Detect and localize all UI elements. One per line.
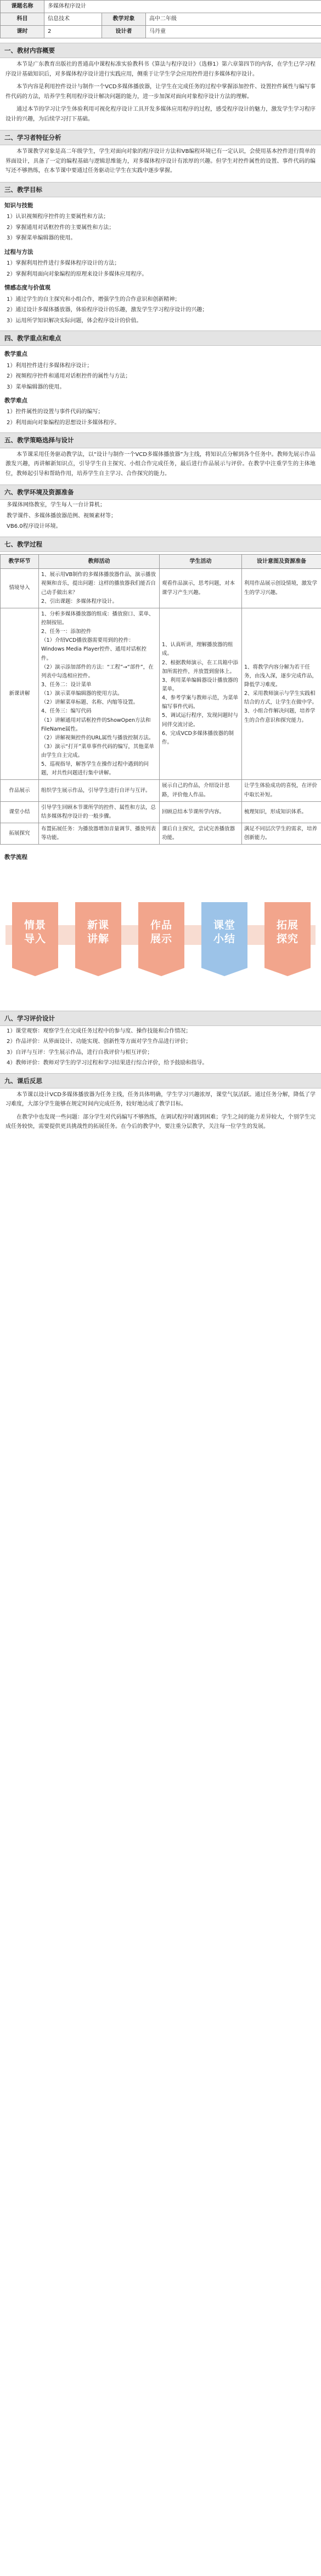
list-item: 3）掌握菜单编辑器的使用。 [7, 235, 76, 242]
process-row [1, 780, 321, 801]
list-item: 3）菜单编辑器的使用。 [7, 384, 65, 390]
process-student-line: 3、利用菜单编辑器设计播放器的菜单。 [162, 677, 239, 692]
flow-step-2 [75, 919, 121, 947]
process-teacher-line: （1）演示菜单编辑器的使用方法。 [41, 691, 123, 697]
list-item: 1）利用控件进行多媒体程序设计； [7, 362, 93, 369]
list-item: 2）通过设计多媒体播放器，体验程序设计的乐趣，激发学生学习程序设计的兴趣； [7, 307, 208, 313]
process-teacher-line: （2）讲解视频控件的URL属性与播放控制方法。 [41, 734, 154, 741]
subject-value: 信息技术 [44, 13, 102, 26]
process-row [1, 608, 321, 780]
list-item: 1）认识视频程序控件的主要属性和方法； [7, 214, 109, 220]
course-title: 多媒体程序设计 [44, 1, 321, 13]
process-row [1, 801, 321, 823]
process-header-design: 设计意图及资源准备 [242, 554, 321, 569]
process-teacher-line: 1、分析多媒体播放器的组成：播放窗口、菜单、控制按钮。 [41, 611, 154, 626]
process-teacher-line: 1、展示用VB制作的多媒体播放器作品，演示播放视频和音乐，提出问题：这样的播放器我们能否自己动手做出来？ [41, 572, 156, 596]
process-teacher-line: （1）介绍VCD播放器需要用到的控件：Windows Media Player控件、通用对话框控件。 [41, 637, 147, 662]
section-heading: 二、学习者特征分析 [0, 130, 321, 145]
designer-label: 设计者 [102, 26, 146, 38]
process-teacher-line: 2、任务一：添加控件 [41, 629, 92, 635]
process-design-cell [242, 801, 321, 823]
process-design-line: 利用作品展示创设情境，激发学生的学习兴趣。 [244, 580, 318, 596]
process-design-line: 梳理知识，形成知识体系。 [244, 808, 307, 815]
paragraph: 本节课采用任务驱动教学法，以“设计与制作一个VCD多媒体播放器”为主线，将知识点分解到各个任务中。教师先展示作品激发兴趣，再讲解新知识点，引导学生自主探究、小组合作完成任务，最后进行作品展示与评价。在教学中注重学生的主体地位，教师起引导和帮助作用，培养学生自主学习、合作探究的能力。 [5, 451, 316, 477]
process-design-line: 让学生体验成功的喜悦，在评价中取长补短。 [244, 783, 318, 798]
target-label: 教学对象 [102, 13, 146, 26]
process-teacher-line: 2、引出课题：多媒体程序设计。 [41, 598, 118, 605]
process-student-cell [160, 569, 242, 608]
list-item: 2）视频程序控件和通用对话框控件的属性与方法； [7, 373, 131, 379]
process-teacher-line: 3、任务二：设计菜单 [41, 681, 92, 688]
process-stage: 课堂小结 [1, 801, 39, 823]
list-item: 1）掌握利用控件进行多媒体程序设计的方法； [7, 260, 120, 267]
list-item: 3）自评与互评：学生展示作品，进行自我评价与相互评价； [7, 1049, 153, 1056]
list-item: 多媒体网络教室，学生每人一台计算机； [7, 502, 105, 509]
section-heading: 六、教学环境及资源准备 [0, 485, 321, 500]
list-item: 2）利用面向对象编程的思想设计多媒体程序。 [7, 419, 120, 426]
process-student-line: 5、调试运行程序，发现问题时与同伴交流讨论。 [162, 713, 239, 728]
process-student-cell [160, 801, 242, 823]
list-item: 1）课堂观察：观察学生在完成任务过程中的参与度、操作技能和合作情况； [7, 1028, 192, 1034]
process-student-cell [160, 780, 242, 801]
process-design-cell [242, 780, 321, 801]
list-item: 1）控件属性的设置与事件代码的编写； [7, 409, 104, 415]
flow-step-line: 情景 [24, 919, 46, 931]
subheading: 教学难点 [4, 397, 27, 404]
process-stage: 情境导入 [1, 569, 39, 608]
process-student-cell [160, 823, 242, 845]
paragraph: 本节是广东教育出版社的普通高中课程标准实验教科书《算法与程序设计》（选修1）第六章第四节的内容，在学生已学习程序设计基础知识后，对多媒体程序设计进行实践应用，侧重于让学生学会应用控件进行多媒体程序设计。 [5, 61, 316, 77]
flow-step-3 [138, 919, 184, 947]
process-teacher-cell [39, 823, 160, 845]
list-item: 3）运用所学知识解决实际问题，体会程序设计的价值。 [7, 317, 142, 324]
process-student-line: 1、认真听讲，理解播放器的组成。 [162, 642, 233, 657]
flow-step-line: 作品 [150, 919, 172, 931]
process-teacher-line: （1）讲解通用对话框控件的ShowOpen方法和FileName属性。 [41, 717, 151, 732]
process-teacher-cell [39, 780, 160, 801]
paragraph: 本节内容是利用控件设计与制作一个VCD多媒体播放器，让学生在完成任务的过程中掌握添加控件、设置控件属性与编写事件代码的方法，培养学生利用程序设计解决问题的能力，进一步加深对面向对象程序设计方法的理解。 [5, 84, 316, 100]
paragraph: 通过本节的学习让学生体验利用可视化程序设计工具开发多媒体应用程序的过程，感受程序设计的魅力，激发学生学习程序设计的兴趣，为后续学习打下基础。 [5, 106, 316, 122]
process-student-line: 观看作品演示，思考问题，对本课学习产生兴趣。 [162, 580, 235, 596]
subheading: 教学重点 [4, 351, 27, 358]
hours-label: 课时 [1, 26, 44, 38]
process-design-cell [242, 569, 321, 608]
subheading: 过程与方法 [4, 248, 33, 255]
process-teacher-line: 引导学生回顾本节课所学的控件、属性和方法，总结多媒体程序设计的一般步骤。 [41, 804, 156, 819]
paragraph: 本节课以设计VCD多媒体播放器为任务主线，任务具体明确，学生学习兴趣浓厚，课堂气氛活跃。通过任务分解，降低了学习难度，大部分学生能够在规定时间内完成任务，较好地达成了教学目标。 [5, 1091, 316, 1108]
process-teacher-line: 布置拓展任务：为播放器增加音量调节、播放列表等功能。 [41, 826, 156, 841]
list-item: 2）作品评价：从界面设计、功能实现、创新性等方面对学生作品进行评价； [7, 1039, 192, 1045]
process-teacher-cell [39, 801, 160, 823]
process-design-line: 3、小组合作解决问题，培养学生的合作意识和探究能力。 [244, 708, 316, 723]
process-student-line: 6、完成VCD多媒体播放器的制作。 [162, 730, 234, 745]
process-row [1, 823, 321, 845]
process-teacher-cell [39, 608, 160, 780]
subject-label: 科目 [1, 13, 44, 26]
process-design-line: 1、将教学内容分解为若干任务，由浅入深，逐步完成作品，降低学习难度。 [244, 664, 318, 688]
subheading: 情感态度与价值观 [4, 284, 50, 292]
section-heading: 八、学习评价设计 [0, 1011, 321, 1026]
designer-value: 马丹童 [146, 26, 321, 38]
lesson-plan [0, 0, 321, 1133]
process-stage: 作品展示 [1, 780, 39, 801]
section-heading: 五、教学策略选择与设计 [0, 432, 321, 448]
process-teacher-cell [39, 569, 160, 608]
process-student-cell [160, 608, 242, 780]
subheading: 知识与技能 [4, 202, 33, 209]
list-item: 1）通过学生的自主探究和小组合作，增强学生的合作意识和创新精神； [7, 296, 181, 303]
process-student-line: 展示自己的作品，介绍设计思路，评价他人作品。 [162, 783, 230, 798]
process-student-line: 4、参考学案与教师示范，为菜单编写事件代码。 [162, 695, 239, 710]
flow-step-line: 小结 [213, 933, 235, 945]
flow-diagram [0, 864, 321, 1006]
process-row [1, 569, 321, 608]
flow-step-line: 导入 [24, 933, 46, 945]
flow-step-line: 新课 [87, 919, 109, 931]
process-student-line: 回顾总结本节课所学内容。 [162, 808, 225, 815]
process-table-body [1, 569, 321, 845]
flow-step-4 [201, 919, 247, 947]
list-item: 2）掌握通用对话框控件的主要属性和方法； [7, 224, 115, 231]
section-heading: 七、教学过程 [0, 537, 321, 552]
target-value: 高中二年级 [146, 13, 321, 26]
flow-step-5 [264, 919, 311, 947]
process-teacher-line: （2）演示添加部件的方法：“工程”→“部件”，在列表中勾选相应控件。 [41, 664, 154, 679]
process-stage: 新课讲解 [1, 608, 39, 780]
flow-step-line: 课堂 [213, 919, 235, 931]
section-heading: 一、教材内容概要 [0, 43, 321, 58]
list-item: VB6.0程序设计环境。 [7, 523, 61, 530]
title-label: 课题名称 [1, 1, 44, 13]
flow-step-line: 讲解 [87, 933, 109, 945]
section-heading: 三、教学目标 [0, 182, 321, 197]
flow-step-1 [12, 919, 58, 947]
list-item: 4）教师评价：教师对学生的学习过程和学习结果进行综合评价，给予鼓励和指导。 [7, 1060, 208, 1067]
process-student-line: 课后自主探究，尝试完善播放器功能。 [162, 826, 235, 841]
process-design-line: 2、采用教师演示与学生实践相结合的方式，让学生在做中学。 [244, 691, 318, 706]
process-student-line: 2、根据教师演示，在工具箱中添加所需控件，并放置到窗体上。 [162, 659, 239, 675]
process-table [0, 554, 321, 845]
process-teacher-line: 5、巡视指导，解答学生在操作过程中遇到的问题，对共性问题进行集中讲解。 [41, 761, 149, 777]
process-header-teacher: 教师活动 [39, 554, 160, 569]
flow-step-line: 探究 [276, 933, 299, 945]
hours-value: 2 [44, 26, 102, 38]
process-teacher-line: 组织学生展示作品，引导学生进行自评与互评。 [41, 787, 151, 794]
process-header-stage: 教学环节 [1, 554, 39, 569]
section-heading: 四、教学重点和难点 [0, 330, 321, 346]
process-teacher-line: （3）演示“打开”菜单事件代码的编写，其他菜单由学生自主完成。 [41, 743, 154, 759]
process-design-line: 满足不同层次学生的需求，培养创新能力。 [244, 826, 318, 841]
flow-step-line: 拓展 [276, 919, 299, 931]
process-design-cell [242, 608, 321, 780]
list-item: 教学课件、多媒体播放器范例、视频素材等； [7, 512, 116, 519]
process-header-student: 学生活动 [160, 554, 242, 569]
section-heading: 九、课后反思 [0, 1073, 321, 1088]
process-teacher-line: （2）讲解菜单标题、名称、内缩等设置。 [41, 699, 139, 706]
process-stage: 拓展探究 [1, 823, 39, 845]
process-teacher-line: 4、任务三：编写代码 [41, 708, 92, 715]
info-table [0, 0, 321, 38]
list-item: 2）掌握利用面向对象编程的原理来设计多媒体应用程序。 [7, 271, 148, 277]
paragraph: 在教学中也发现一些问题：部分学生对代码编写不够熟练，在调试程序时遇到困难；学生之间的能力差异较大，个别学生完成任务较快，需要提供更具挑战性的拓展任务。在今后的教学中，要注重分层教学，关注每一位学生的发展。 [5, 1114, 316, 1130]
process-design-cell [242, 823, 321, 845]
flow-heading: 教学流程 [4, 854, 27, 861]
paragraph: 本节课教学对象是高二年级学生，学生对面向对象的程序设计方法和VB编程环境已有一定认识，会使用基本控件进行简单的界面设计，具备了一定的编程基础与逻辑思维能力，对多媒体程序设计有浓厚的兴趣。但学生对控件属性的设置、事件代码的编写还不够熟练，在本节课中要通过任务驱动让学生在实践中逐步掌握。 [5, 149, 316, 174]
flow-step-line: 展示 [150, 933, 172, 945]
